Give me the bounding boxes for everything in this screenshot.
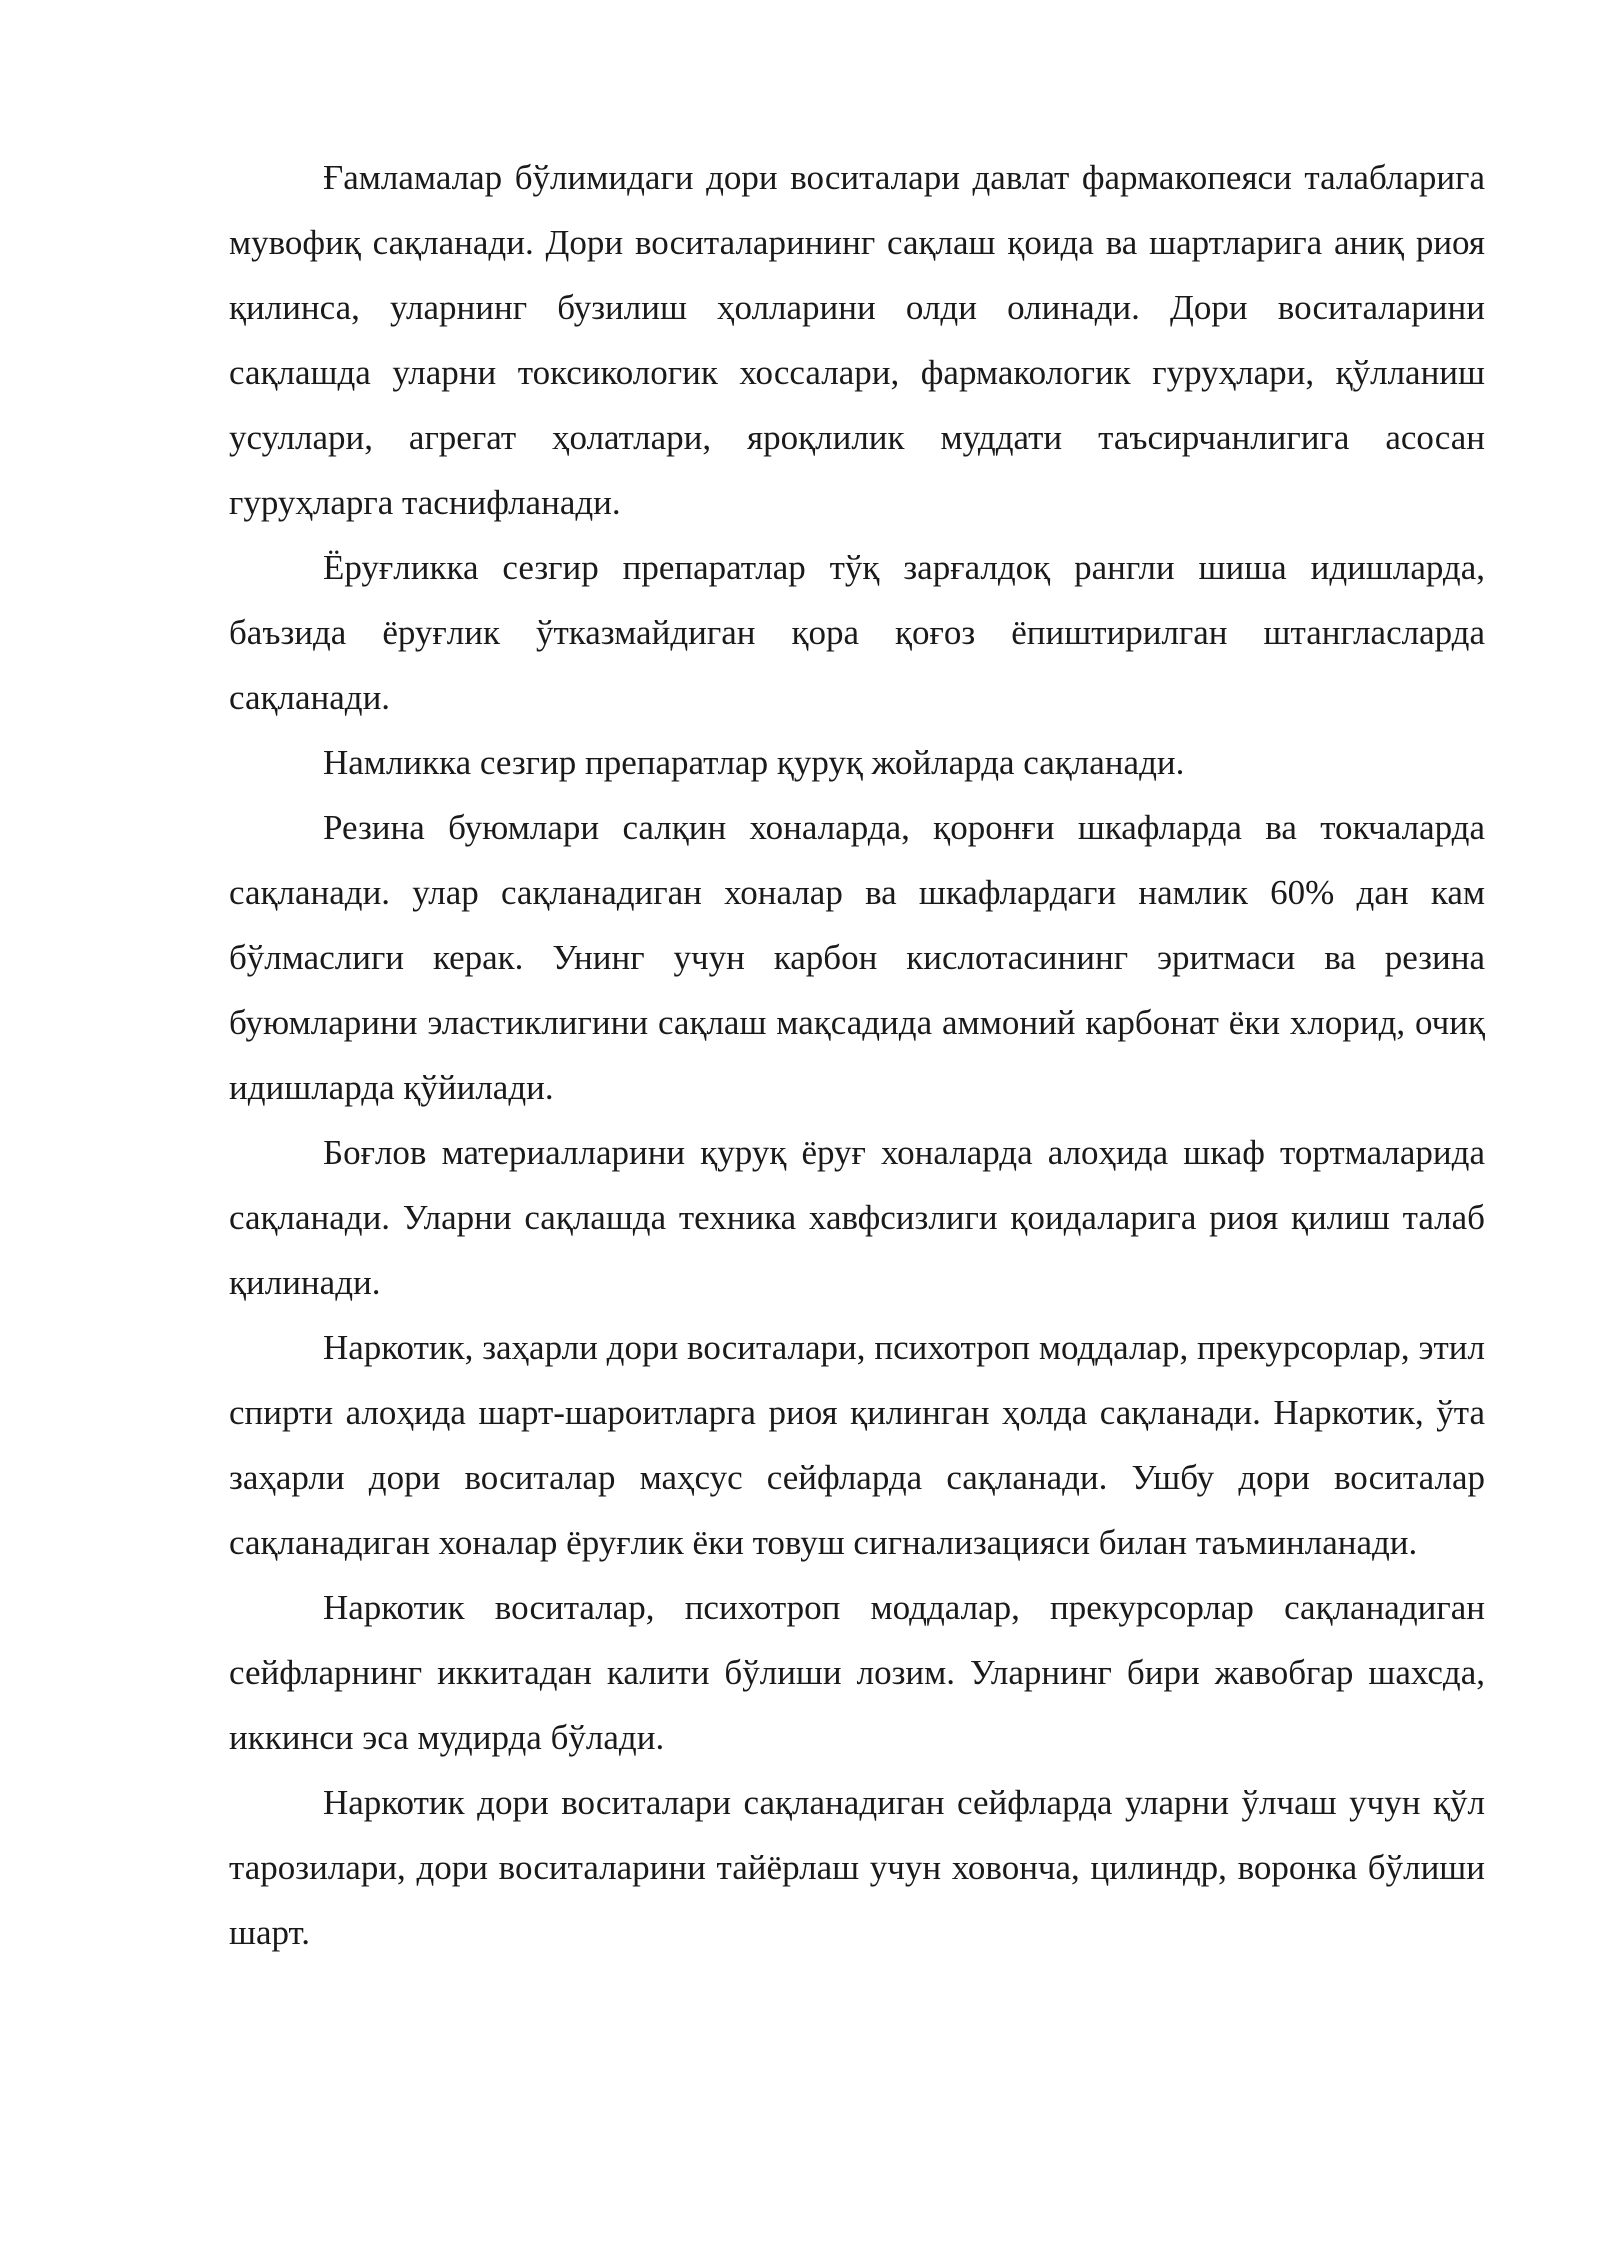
paragraph-storage-requirements: Ғамламалар бўлимидаги дори воситалари давлат фармакопеяси талабларига мувофиқ сақланади. Дори воситаларининг сақлаш қоида ва шартларига аниқ риоя қилинса, уларнинг бузилиш ҳолларини олди олинади. Дори воситаларини сақлашда уларни токсикологик хоссалари, фармакологик гуруҳлари, қўлланиш усуллари, агрегат ҳолатлари, яроқлилик муддати таъсирчанлигига асосан гуруҳларга таснифланади.: [229, 158, 1485, 522]
paragraph-narcotic-substances: Наркотик, заҳарли дори воситалари, психотроп моддалар, прекурсорлар, этил спирти алоҳида шарт-шароитларга риоя қилинган ҳолда сақланади. Наркотик, ўта заҳарли дори воситалар маҳсус сейфларда сақланади. Ушбу дори воситалар сақланадиган хоналар ёруғлик ёки товуш сигнализацияси билан таъминланади.: [229, 1328, 1485, 1562]
paragraph-light-sensitive: Ёруғликка сезгир препаратлар тўқ зарғалдоқ рангли шиша идишларда, баъзида ёруғлик ўтказмайдиган қора қоғоз ёпиштирилган штангласларда сақланади.: [229, 548, 1485, 717]
paragraph-safe-equipment: Наркотик дори воситалари сақланадиган сейфларда уларни ўлчаш учун қўл тарозилари, дори воситаларини тайёрлаш учун ховонча, цилиндр, воронка бўлиши шарт.: [229, 1783, 1485, 1952]
paragraph-rubber-products: Резина буюмлари салқин хоналарда, қоронғи шкафларда ва токчаларда сақланади. улар сақланадиган хоналар ва шкафлардаги намлик 60% дан кам бўлмаслиги керак. Унинг учун карбон кислотасининг эритмаси ва резина буюмларини эластиклигини сақлаш мақсадида аммоний карбонат ёки хлорид, очиқ идишларда қўйилади.: [229, 808, 1485, 1107]
paragraph-dressing-materials: Боғлов материалларини қуруқ ёруғ хоналарда алоҳида шкаф тортмаларида сақланади. Уларни сақлашда техника хавфсизлиги қоидаларига риоя қилиш талаб қилинади.: [229, 1133, 1485, 1302]
paragraph-moisture-sensitive: Намликка сезгир препаратлар қуруқ жойларда сақланади.: [323, 743, 1185, 782]
paragraph-safe-keys: Наркотик воситалар, психотроп моддалар, прекурсорлар сақланадиган сейфларнинг иккитадан калити бўлиши лозим. Уларнинг бири жавобгар шахсда, иккинси эса мудирда бўлади.: [229, 1588, 1485, 1757]
document-page: [229, 145, 1485, 1965]
